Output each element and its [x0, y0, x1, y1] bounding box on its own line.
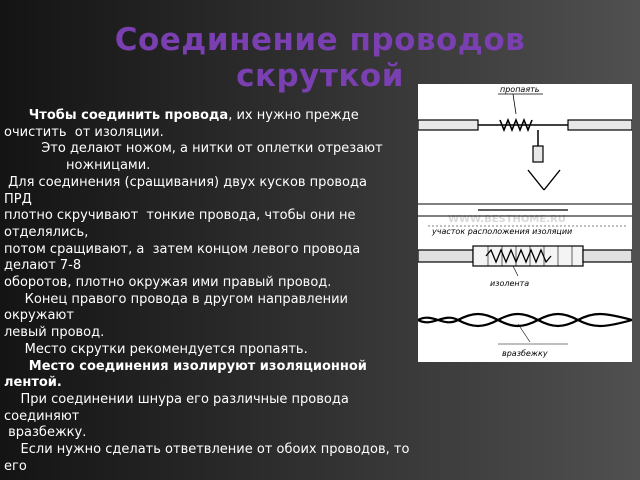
body-line: [4, 108, 474, 125]
body-line: [4, 275, 474, 292]
body-line: [4, 359, 474, 376]
body-line: [4, 325, 474, 342]
body-run: [4, 108, 29, 123]
body-line: [4, 242, 474, 259]
body-line: [4, 308, 474, 325]
body-line: [4, 158, 474, 175]
label-solder: пропаять: [500, 85, 540, 94]
body-run: окружают: [4, 308, 74, 324]
body-line: [4, 442, 474, 459]
body-run: очистить от изоляции.: [4, 124, 164, 140]
body-run: Если нужно сделать ответвление от обоих проводов, то: [4, 442, 410, 458]
body-line: [4, 208, 474, 225]
body-line: [4, 342, 474, 359]
body-bold-run: лентой.: [4, 375, 62, 391]
body-line: [4, 409, 474, 426]
body-run: Для соединения (сращивания) двух кусков провода: [4, 174, 367, 190]
body-bold-run: Чтобы соединить провода: [28, 108, 229, 123]
body-run: , их нужно прежде: [228, 108, 359, 123]
body-line: [4, 258, 474, 275]
label-insulation-area: участок расположения изоляции: [432, 227, 573, 236]
wire-twist-illustration: [418, 84, 632, 362]
body-run: Место скрутки рекомендуется пропаять.: [4, 341, 308, 357]
watermark-text: WWW.BESTHOME.RU: [448, 214, 566, 225]
body-line: [4, 392, 474, 409]
body-run: При соединении шнура его различные провода: [4, 391, 349, 407]
body-run: оборотов, плотно окружая ими правый провод.: [4, 275, 332, 291]
body-run: Это делают ножом, а нитки от оплетки отрезают: [4, 141, 383, 157]
body-run: потом сращивают, а затем концом левого провода: [4, 241, 361, 257]
body-line: [4, 459, 474, 476]
body-run: ПРД: [4, 191, 32, 207]
body-line: [4, 225, 474, 242]
body-line: [4, 141, 474, 158]
body-run: плотно скручивают тонкие провода, чтобы они не: [4, 208, 356, 224]
slide-title: Соединение проводов скруткой: [114, 22, 526, 94]
body-line: [4, 425, 474, 442]
body-line: [4, 125, 474, 142]
body-line: [4, 192, 474, 209]
diagram-staggered-cord: [418, 314, 632, 358]
label-tape: изолента: [490, 279, 530, 288]
diagram-insulated-twist: [418, 170, 632, 236]
body-line: [4, 175, 474, 192]
body-bold-run: Место соединения изолируют изоляционной: [28, 358, 367, 374]
slide-body-text: [4, 108, 474, 475]
body-run: левый провод.: [4, 325, 105, 341]
body-run: Конец правого провода в другом направлении: [4, 291, 348, 307]
body-run: вразбежку.: [4, 425, 87, 441]
body-line: [4, 375, 474, 392]
body-run: ножницами.: [4, 158, 151, 174]
diagram-taped-joint: [418, 246, 632, 288]
diagram-soldered-twist: [418, 85, 632, 162]
body-run: делают 7-8: [4, 258, 82, 274]
label-staggered: вразбежку: [502, 349, 548, 358]
body-run: [4, 359, 29, 374]
body-run: соединяют: [4, 408, 80, 424]
body-line: [4, 292, 474, 309]
body-run: отделялись,: [4, 224, 89, 240]
body-run: его: [4, 458, 27, 474]
